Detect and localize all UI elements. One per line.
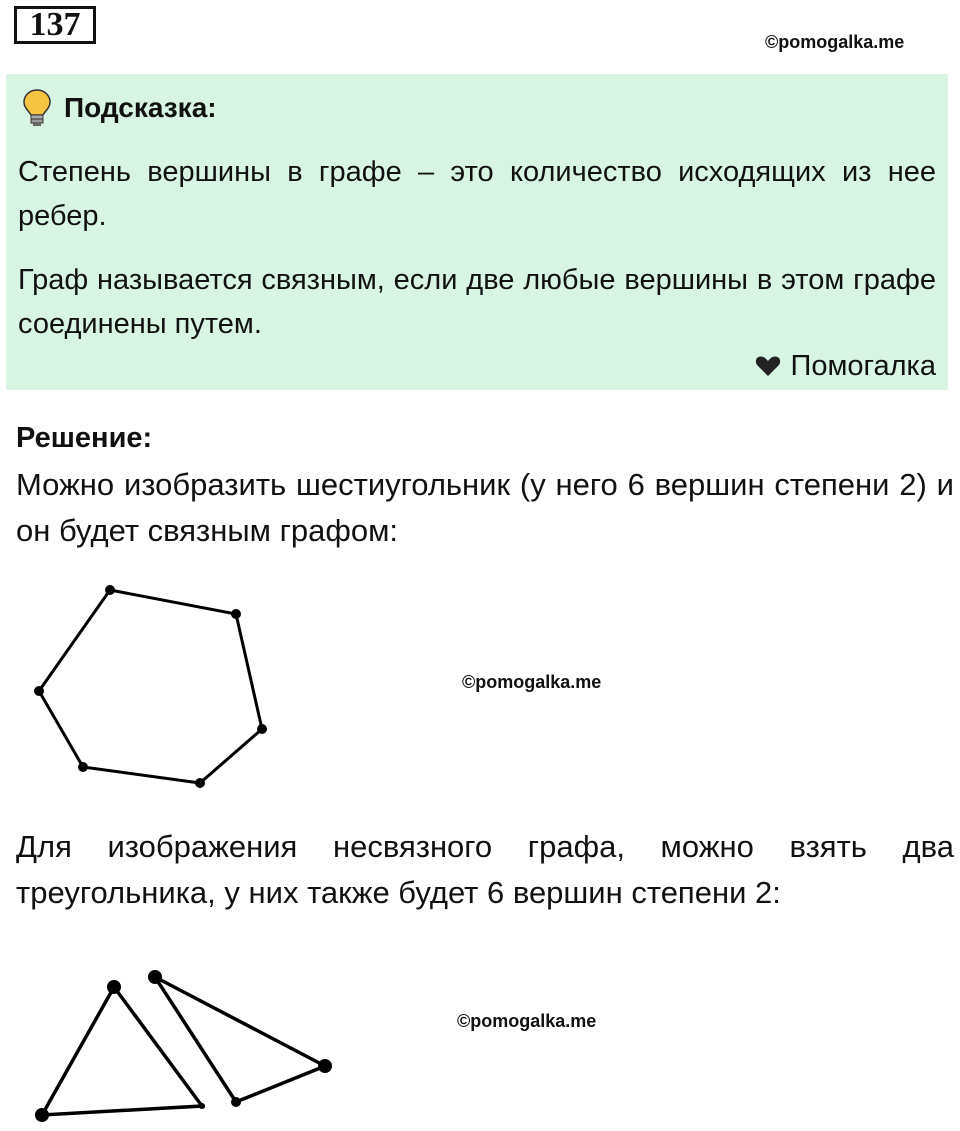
hint-title: Подсказка: — [64, 92, 217, 123]
graph-vertex — [148, 970, 162, 984]
signature-label: Помогалка — [790, 350, 936, 382]
triangle-right-edges — [155, 977, 325, 1102]
hint-signature — [755, 346, 936, 386]
graph-vertex — [231, 1097, 241, 1107]
solution-text-triangles: Для изображения несвязного графа, можно взять два треугольника, у них также будет 6 вершин степени 2: — [16, 829, 954, 910]
problem-number: 137 — [14, 6, 96, 44]
solution-title: Решение: — [16, 422, 153, 454]
graph-vertex — [34, 686, 44, 696]
graph-vertex — [35, 1108, 49, 1122]
two-triangles-graph — [0, 960, 420, 1131]
graph-vertex — [231, 609, 241, 619]
graph-vertex — [78, 762, 88, 772]
hint-paragraph-degree: Степень вершины в графе – это количество исходящих из нее ребер. — [18, 156, 936, 232]
hint-header — [22, 88, 217, 128]
graph-vertex — [199, 1103, 205, 1109]
hint-box — [6, 74, 948, 390]
hexagon-edges — [39, 590, 262, 783]
watermark-top: ©pomogalka.me — [765, 32, 905, 52]
watermark-bottom: ©pomogalka.me — [457, 1011, 597, 1031]
hexagon-graph — [0, 570, 420, 800]
graph-vertex — [107, 980, 121, 994]
graph-vertex — [105, 585, 115, 595]
lightbulb-icon — [22, 88, 52, 128]
solution-text-hexagon: Можно изобразить шестиугольник (у него 6 вершин степени 2) и он будет связным графом: — [16, 467, 954, 548]
graph-vertex — [318, 1059, 332, 1073]
graph-vertex — [195, 778, 205, 788]
hint-paragraph-connected: Граф называется связным, если две любые вершины в этом графе соединены путем. — [18, 264, 936, 340]
heart-icon — [755, 355, 781, 377]
watermark-middle: ©pomogalka.me — [462, 672, 602, 692]
triangle-left-edges — [42, 987, 202, 1115]
graph-vertex — [257, 724, 267, 734]
